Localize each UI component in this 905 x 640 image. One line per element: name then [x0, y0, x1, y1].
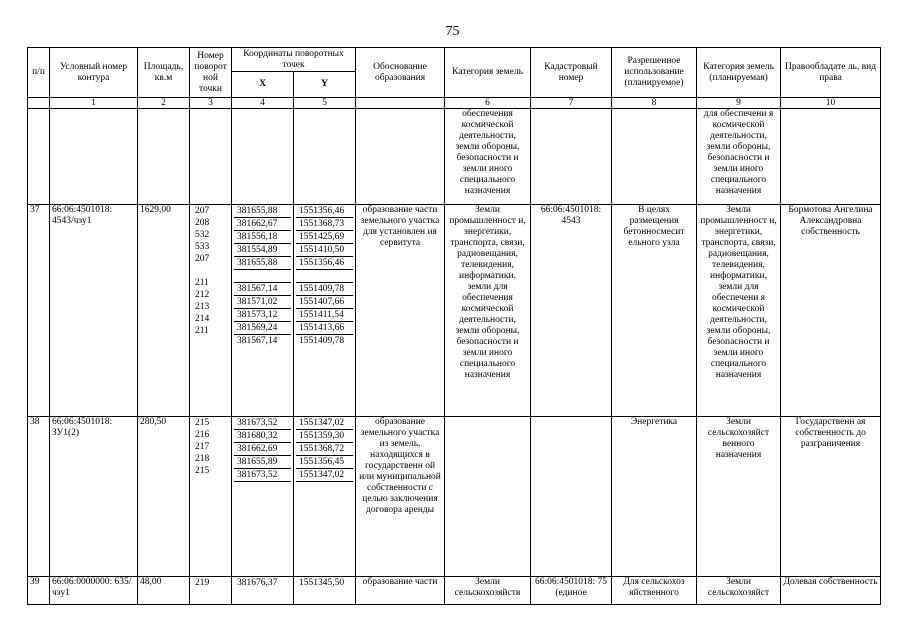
- point-number: 217: [195, 442, 210, 452]
- coord-x: 381554,89: [234, 244, 291, 257]
- coord-y: [296, 270, 353, 283]
- point-number: 213: [195, 302, 210, 312]
- point-number: 219: [195, 578, 210, 588]
- coord-x: 381662,69: [234, 443, 291, 456]
- col-number: 2: [138, 98, 190, 109]
- header-cadastral: Кадастровый номер: [531, 48, 612, 98]
- coord-x: 381673,52: [234, 469, 291, 482]
- col-number: 6: [445, 98, 531, 109]
- point-number: 207: [195, 206, 210, 216]
- header-category-planned: Категория земель (планируемая): [697, 48, 781, 98]
- point-number: 212: [195, 290, 210, 300]
- basis-text: образование части: [356, 577, 445, 605]
- coord-x: 381569,24: [234, 322, 291, 335]
- header-basis: Обоснование образования: [356, 48, 445, 98]
- point-number-cell: [190, 417, 232, 577]
- owner: [781, 109, 881, 205]
- point-number: [192, 265, 229, 277]
- coord-y: 1551368,73: [296, 218, 353, 231]
- table-row: [28, 205, 881, 417]
- coord-y: 1551347,02: [296, 469, 353, 482]
- coord-x: 381655,88: [234, 257, 291, 270]
- contour-number: 66:06:0000000: 635/чзу1: [50, 577, 138, 605]
- col-number: 5: [294, 98, 356, 109]
- point-number: 218: [195, 454, 210, 464]
- coord-y: 1551359,30: [296, 430, 353, 443]
- col-number: 3: [190, 98, 232, 109]
- coord-y: 1551368,72: [296, 443, 353, 456]
- permitted-use: В целях размещения бетонносмесит ельного узла: [612, 205, 697, 417]
- coord-x: 381680,32: [234, 430, 291, 443]
- coord-x: 381662,67: [234, 218, 291, 231]
- owner: Бормотова Ангелина Александровна собственность: [781, 205, 881, 417]
- coord-x: 381673,52: [234, 417, 291, 430]
- point-number: 532: [195, 230, 210, 240]
- row-pp: 37: [28, 205, 50, 417]
- page-number: 75: [445, 24, 460, 39]
- point-number: 215: [195, 418, 210, 428]
- coord-y: 1551407,66: [296, 296, 353, 309]
- coord-x: 381567,14: [237, 336, 278, 346]
- col-number: 4: [232, 98, 294, 109]
- basis-text: [356, 109, 445, 205]
- category-planned: Земли сельскохозяйст венного назначения: [697, 417, 781, 577]
- contour-number: 66:06:4501018: 4543/чзу1: [50, 205, 138, 417]
- point-number-cell: [190, 205, 232, 417]
- point-number: 211: [195, 326, 209, 336]
- coord-y: 1551411,54: [296, 309, 353, 322]
- contour-number: 66:06:4501018: ЗУ1(2): [50, 417, 138, 577]
- coord-x: 381556,18: [234, 231, 291, 244]
- permitted-use: [612, 109, 697, 205]
- coord-x-cell: [232, 577, 294, 605]
- coord-y: 1551356,46: [296, 205, 353, 218]
- point-number: 214: [195, 314, 210, 324]
- category-planned: Земли промышленност и, энергетики, транспорта, связи, радиовещания, телевидения, информатики, земли для обеспечени я космической деятельности, земли обороны, безопасности и земли иного специального назначения: [697, 205, 781, 417]
- header-x: X: [232, 72, 294, 98]
- row-pp: [28, 109, 50, 205]
- contour-number: [50, 109, 138, 205]
- table-row: [28, 577, 881, 605]
- point-number: 533: [195, 242, 210, 252]
- cadastral-number: 66:06:4501018: 4543: [531, 205, 612, 417]
- category-planned: Земли сельскохозяйст: [697, 577, 781, 605]
- col-number: [28, 98, 50, 109]
- point-number-cell: [190, 109, 232, 205]
- coord-x-cell: [232, 205, 294, 417]
- coord-y: 1551410,50: [296, 244, 353, 257]
- coord-x: 381567,14: [234, 283, 291, 296]
- header-point: Номер поворот ной точки: [190, 48, 232, 98]
- point-number: 207: [195, 254, 210, 264]
- category-planned: для обеспечени я космической деятельности, земли обороны, безопасности и земли иного специального назначения: [697, 109, 781, 205]
- coord-x: 381655,88: [234, 205, 291, 218]
- point-number: 211: [195, 278, 209, 288]
- land-category: обеспечения космической деятельности, земли обороны, безопасности и земли иного специального назначения: [445, 109, 531, 205]
- coord-x: 381676,37: [237, 578, 278, 588]
- header-land-category: Категория земель: [445, 48, 531, 98]
- area-value: 48,00: [138, 577, 190, 605]
- coord-y: 1551409,78: [299, 336, 345, 346]
- header-y: Y: [294, 72, 356, 98]
- point-number: 215: [195, 466, 210, 476]
- permitted-use: Энергетика: [612, 417, 697, 577]
- coord-y: 1551413,66: [296, 322, 353, 335]
- coord-x-cell: [232, 109, 294, 205]
- owner: Государственн ая собственность до разграничения: [781, 417, 881, 577]
- col-number: 7: [531, 98, 612, 109]
- coord-x: 381655,89: [234, 456, 291, 469]
- header-pp: п/п: [28, 48, 50, 98]
- basis-text: образование земельного участка из земель, находящихся в государственн ой или муниципальной собственности с целью заключения договора аренды: [356, 417, 445, 577]
- land-category: Земли сельскохозяйств: [445, 577, 531, 605]
- col-number: [356, 98, 445, 109]
- coord-y: 1551409,78: [296, 283, 353, 296]
- point-number: 208: [195, 218, 210, 228]
- header-permitted-use: Разрешенное использование (планируемое): [612, 48, 697, 98]
- land-category: [445, 417, 531, 577]
- land-register-table: [27, 47, 881, 605]
- header-area: Площадь, кв.м: [138, 48, 190, 98]
- area-value: 280,50: [138, 417, 190, 577]
- area-value: 1629,00: [138, 205, 190, 417]
- coord-y: 1551425,69: [296, 231, 353, 244]
- coord-y: 1551345,50: [299, 578, 345, 588]
- coord-y-cell: [294, 109, 356, 205]
- row-pp: 39: [28, 577, 50, 605]
- header-coords: Координаты поворотных точек: [232, 48, 356, 72]
- point-number-cell: [190, 577, 232, 605]
- table-row: [28, 417, 881, 577]
- coord-x: [234, 270, 291, 283]
- owner: Долевая собственность: [781, 577, 881, 605]
- coord-y-cell: [294, 205, 356, 417]
- row-pp: 38: [28, 417, 50, 577]
- col-number: 1: [50, 98, 138, 109]
- coord-y: 1551347,02: [296, 417, 353, 430]
- col-number: 10: [781, 98, 881, 109]
- cadastral-number: 66:06:4501018: 75 (единое: [531, 577, 612, 605]
- col-number: 8: [612, 98, 697, 109]
- coord-x-cell: [232, 417, 294, 577]
- header-contour: Условный номер контура: [50, 48, 138, 98]
- coord-x: 381573,12: [234, 309, 291, 322]
- area-value: [138, 109, 190, 205]
- basis-text: образование части земельного участка для установлен ия сервитута: [356, 205, 445, 417]
- table-row: [28, 109, 881, 205]
- cadastral-number: [531, 109, 612, 205]
- land-category: Земли промышленност и, энергетики, транспорта, связи, радиовещания, телевидения, информатики, земли для обеспечения космической деятельности, земли обороны, безопасности и земли иного специального назначения: [445, 205, 531, 417]
- coord-y: 1551356,46: [296, 257, 353, 270]
- permitted-use: Для сельскохоз яйственного: [612, 577, 697, 605]
- col-number: 9: [697, 98, 781, 109]
- cadastral-number: [531, 417, 612, 577]
- point-number: 216: [195, 430, 210, 440]
- coord-y-cell: [294, 577, 356, 605]
- header-owner: Правообладате ль, вид права: [781, 48, 881, 98]
- coord-x: 381571,02: [234, 296, 291, 309]
- coord-y: 1551356,45: [296, 456, 353, 469]
- coord-y-cell: [294, 417, 356, 577]
